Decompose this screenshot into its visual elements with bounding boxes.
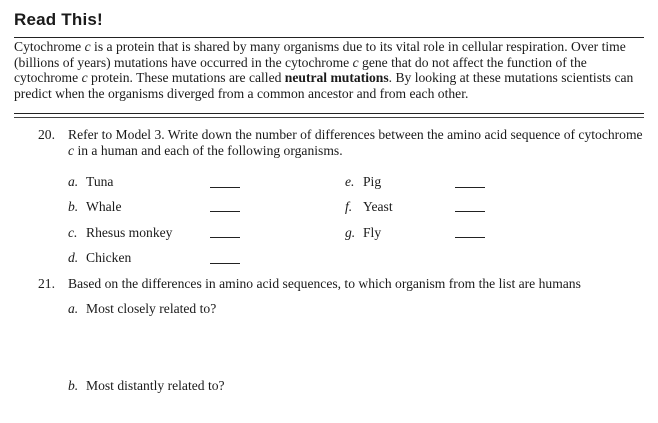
intro-text: . By looking at these mutations scientists can predict when the organisms diverged from a common ancestor and from each other. <box>14 70 634 101</box>
q20-item-whale: b. Whale <box>68 199 122 214</box>
answer-blank-whale[interactable] <box>210 211 240 212</box>
intro-text: gene that do not affect the function of the cytochrome <box>14 54 587 86</box>
intro-text: is a protein that is shared by many organisms due to its vital role in cellular respiration. Over time (billions of years) mutations have occurred in the cytochrome <box>14 39 626 70</box>
q21-number: 21. <box>38 276 55 291</box>
answer-blank-yeast[interactable] <box>455 211 485 212</box>
q20-text: Refer to Model 3. Write down the number of differences between the amino acid sequence of cytochrome <box>68 127 643 142</box>
q20-item-pig: e. Pig <box>345 174 382 189</box>
q20-italic-c: c <box>68 143 75 158</box>
intro-italic-c: c <box>81 70 88 86</box>
intro-text: protein. These mutations are called <box>87 70 285 86</box>
q21-part-b: b. Most distantly related to? <box>68 378 225 393</box>
q20-item-yeast: f. Yeast <box>345 199 393 214</box>
answer-blank-tuna[interactable] <box>210 187 240 188</box>
intro-text: Cytochrome <box>14 39 85 54</box>
neutral-mutations-term: neutral mutations <box>284 70 389 86</box>
q20-item-chicken: d. Chicken <box>68 250 132 265</box>
q20-prompt <box>68 127 643 159</box>
answer-blank-rhesus-monkey[interactable] <box>210 237 240 238</box>
intro-italic-c: c <box>352 54 359 70</box>
q20-text: in a human and each of the following organisms. <box>74 143 343 158</box>
section-title: Read This! <box>14 10 103 29</box>
answer-blank-fly[interactable] <box>455 237 485 238</box>
top-rule <box>14 37 644 38</box>
intro-italic-c: c <box>84 39 91 54</box>
q21-part-a: a. Most closely related to? <box>68 301 217 316</box>
answer-blank-pig[interactable] <box>455 187 485 188</box>
answer-blank-chicken[interactable] <box>210 263 240 264</box>
q21-prompt: Based on the differences in amino acid sequences, to which organism from the list are humans <box>68 276 581 291</box>
q20-number: 20. <box>38 127 55 142</box>
q20-item-tuna: a. Tuna <box>68 174 114 189</box>
bottom-rule <box>14 113 644 114</box>
intro-paragraph <box>14 39 646 101</box>
bottom-rule-thin <box>14 117 644 118</box>
q20-item-rhesus-monkey: c. Rhesus monkey <box>68 225 173 240</box>
q20-item-fly: g. Fly <box>345 225 382 240</box>
